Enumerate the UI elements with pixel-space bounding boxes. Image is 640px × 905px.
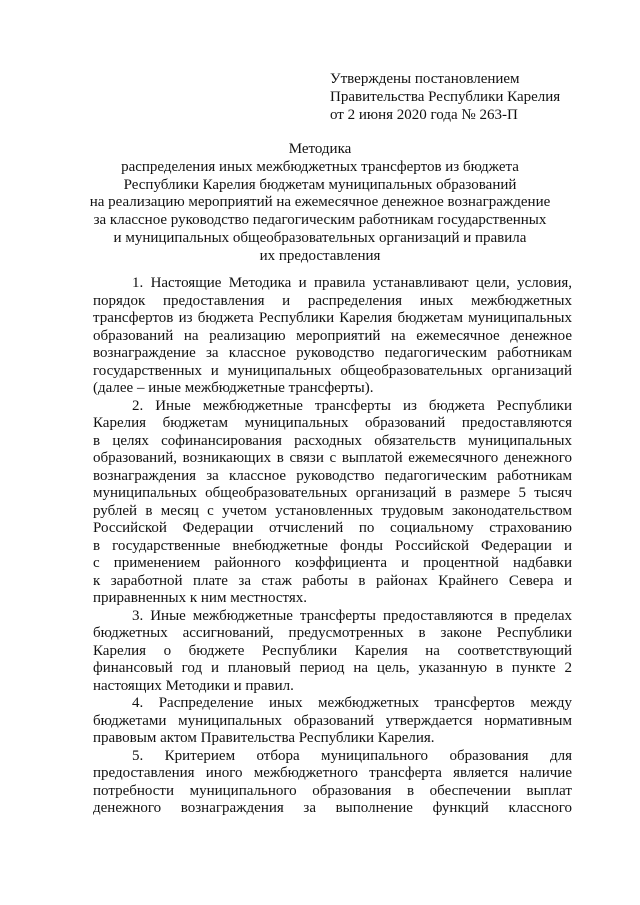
paragraph-line: вознаграждение за классное руководство педагогическим работникам	[93, 345, 572, 361]
paragraph-line: 4. Распределение иных межбюджетных трансфертов между	[132, 695, 572, 711]
document-body	[93, 275, 572, 818]
paragraph-line: с применением районного коэффициента и процентной надбавки	[93, 555, 572, 571]
paragraph-line: приравненных к ним местностях.	[93, 590, 307, 606]
paragraph-5	[93, 748, 572, 818]
approval-line: Правительства Республики Карелия	[330, 89, 561, 105]
title-line: за классное руководство педагогическим работникам государственных	[93, 212, 547, 229]
document-title	[80, 141, 560, 266]
paragraph-line: в целях софинансирования расходных обязательств муниципальных	[93, 432, 572, 449]
approval-stamp	[330, 70, 600, 124]
paragraph-4	[93, 695, 572, 748]
approval-line: от 2 июня 2020 года № 263-П	[330, 107, 518, 123]
paragraph-line: 5. Критерием отбора муниципального образования для	[132, 747, 572, 764]
title-line: на реализацию мероприятий на ежемесячное денежное вознаграждение	[89, 194, 551, 211]
paragraph-line: муниципальных общеобразовательных организаций в размере 5 тысяч	[93, 485, 572, 501]
approval-line: Утверждены постановлением	[330, 71, 520, 87]
paragraph-line: правовым актом Правительства Республики Карелия.	[93, 730, 435, 746]
paragraph-3	[93, 608, 572, 696]
paragraph-line: предоставления иного межбюджетного трансферта является наличие	[93, 765, 572, 781]
paragraph-line: к заработной плате за стаж работы в районах Крайнего Севера и	[93, 572, 572, 589]
paragraph-line: в государственные внебюджетные фонды Российской Федерации и	[93, 537, 572, 554]
paragraph-line: Карелия о бюджете Республики Карелия на соответствующий	[93, 642, 572, 659]
paragraph-2	[93, 398, 572, 608]
paragraph-line: 2. Иные межбюджетные трансферты из бюджета Республики	[132, 397, 572, 414]
paragraph-line: (далее – иные межбюджетные трансферты).	[93, 380, 374, 396]
title-line: и муниципальных общеобразовательных организаций и правила	[113, 229, 527, 246]
paragraph-line: 3. Иные межбюджетные трансферты предоставляются в пределах	[132, 607, 572, 624]
title-line: Методика	[288, 141, 352, 157]
paragraph-line: образований на реализацию мероприятий на ежемесячное денежное	[93, 327, 572, 344]
paragraph-line: настоящих Методики и правил.	[93, 677, 294, 694]
paragraph-line: бюджетных ассигнований, предусмотренных в законе Республики	[93, 625, 572, 641]
paragraph-1	[93, 275, 572, 398]
title-line: Республики Карелия бюджетам муниципальных образований	[123, 176, 517, 193]
paragraph-line: 1. Настоящие Методика и правила устанавливают цели, условия,	[132, 275, 572, 291]
paragraph-line: трансфертов из бюджета Республики Карелия бюджетам муниципальных	[93, 310, 572, 326]
paragraph-line: образований, возникающих в связи с выплатой ежемесячного денежного	[93, 450, 572, 466]
paragraph-line: бюджетами муниципальных образований утверждается нормативным	[93, 712, 572, 729]
paragraph-line: денежного вознаграждения за выполнение функций классного	[93, 800, 572, 816]
paragraph-line: вознаграждения за классное руководство педагогическим работникам	[93, 467, 572, 484]
paragraph-line: финансовый год и плановый период на цель, указанную в пункте 2	[93, 660, 572, 676]
paragraph-line: Карелия бюджетам муниципальных образований предоставляются	[93, 415, 572, 431]
paragraph-line: государственных и муниципальных общеобразовательных организаций	[93, 362, 572, 379]
paragraph-line: потребности муниципального образования в обеспечении выплат	[93, 782, 572, 799]
paragraph-line: рублей в месяц с учетом установленных трудовым законодательством	[93, 502, 572, 519]
paragraph-line: Российской Федерации отчислений по социальному страхованию	[93, 520, 572, 536]
paragraph-line: порядок предоставления и распределения иных межбюджетных	[93, 292, 572, 309]
title-line: распределения иных межбюджетных трансфертов из бюджета	[121, 158, 519, 175]
title-line: их предоставления	[259, 247, 381, 264]
